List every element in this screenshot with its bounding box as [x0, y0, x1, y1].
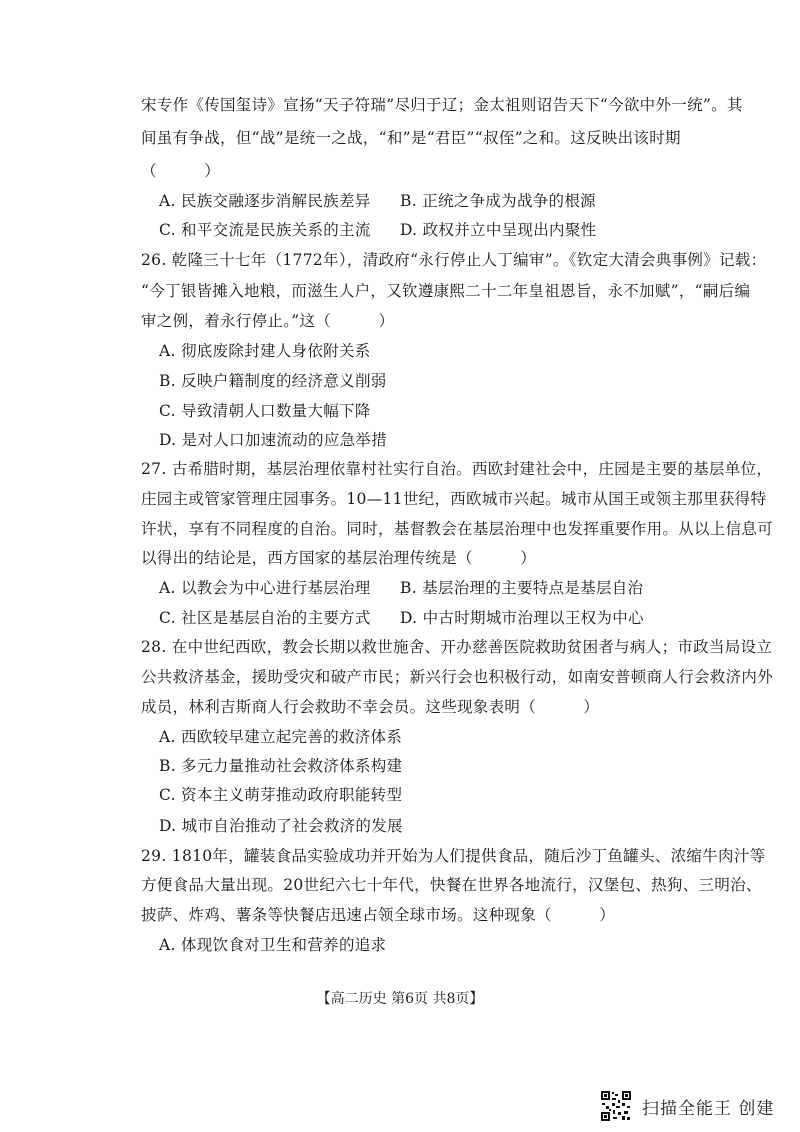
q28-text-line-1: 28. 在中世纪西欧，教会长期以救世施舍、开办慈善医院救助贫困者与病人；市政当局设立 — [141, 638, 773, 656]
q27-text-line-3: 许状，享有不同程度的自治。同时，基督教会在基层治理中也发挥重要作用。从以上信息可 — [141, 520, 774, 538]
q25-option-a: A. 民族交融逐步消解民族差异 — [159, 192, 371, 210]
q27-text-line-1: 27. 古希腊时期，基层治理依靠村社实行自治。西欧封建社会中，庄园是主要的基层单位， — [141, 460, 773, 478]
q28-option-b: B. 多元力量推动社会救济体系构建 — [159, 757, 403, 775]
qr-code-icon — [600, 1090, 632, 1122]
q28-text-line-3: 成员，林利吉斯商人行会救助不幸会员。这些现象表明（ ） — [141, 698, 600, 716]
q28-option-d: D. 城市自治推动了社会救济的发展 — [159, 817, 403, 835]
q26-option-a: A. 彻底废除封建人身依附关系 — [159, 342, 371, 360]
q29-option-a: A. 体现饮食对卫生和营养的追求 — [159, 936, 387, 954]
q25-answer-paren: （ ） — [141, 162, 221, 180]
q26-option-b: B. 反映户籍制度的经济意义削弱 — [159, 372, 387, 390]
q27-option-a: A. 以教会为中心进行基层治理 — [159, 579, 371, 597]
q25-text-line-2: 间虽有争战，但“战”是统一之战，“和”是“君臣”“叔侄”之和。这反映出该时期 — [141, 129, 681, 147]
q27-text-line-2: 庄园主或管家管理庄园事务。10—11世纪，西欧城市兴起。城市从国王或领主那里获得特 — [141, 490, 767, 508]
page-footer: 【高二历史 第6页 共8页】 — [316, 991, 484, 1007]
q26-option-c: C. 导致清朝人口数量大幅下降 — [159, 402, 371, 420]
q29-text-line-1: 29. 1810年，罐装食品实验成功并开始为人们提供食品，随后沙丁鱼罐头、浓缩牛肉汁等 — [141, 847, 766, 865]
q28-text-line-2: 公共救济基金，援助受灾和破产市民；新兴行会也积极行动，如南安普顿商人行会救济内外 — [141, 668, 774, 686]
q25-option-c: C. 和平交流是民族关系的主流 — [159, 221, 371, 239]
q28-option-a: A. 西欧较早建立起完善的救济体系 — [159, 728, 403, 746]
scanner-watermark — [600, 1090, 774, 1122]
q29-text-line-2: 方便食品大量出现。20世纪六七十年代，快餐在世界各地流行，汉堡包、热狗、三明治、 — [141, 876, 762, 894]
q26-text-line-2: “今丁银皆摊入地粮，而滋生人户，又钦遵康熙二十二年皇祖恩旨，永不加赋”，“嗣后编 — [141, 282, 751, 300]
q27-option-b: B. 基层治理的主要特点是基层自治 — [400, 579, 644, 597]
q28-option-c: C. 资本主义萌芽推动政府职能转型 — [159, 786, 403, 804]
q29-text-line-3: 披萨、炸鸡、薯条等快餐店迅速占领全球市场。这种现象（ ） — [141, 906, 616, 924]
q25-option-d: D. 政权并立中呈现出内聚性 — [400, 221, 597, 239]
q27-option-d: D. 中古时期城市治理以王权为中心 — [400, 609, 644, 627]
q26-option-d: D. 是对人口加速流动的应急举措 — [159, 431, 388, 449]
q26-text-line-1: 26. 乾隆三十七年（1772年），清政府“永行停止人丁编审”。《钦定大清会典事例》记载： — [141, 251, 767, 269]
q26-text-line-3: 审之例，着永行停止。”这（ ） — [141, 312, 395, 330]
q27-option-c: C. 社区是基层自治的主要方式 — [159, 609, 371, 627]
scanner-brand-text: 扫描全能王 创建 — [642, 1098, 775, 1119]
q27-text-line-4: 以得出的结论是，西方国家的基层治理传统是（ ） — [141, 549, 537, 567]
q25-option-b: B. 正统之争成为战争的根源 — [400, 192, 596, 210]
q25-text-line-1: 宋专作《传国玺诗》宣扬“天子符瑞”尽归于辽；金太祖则诏告天下“今欲中外一统”。其 — [141, 96, 743, 114]
